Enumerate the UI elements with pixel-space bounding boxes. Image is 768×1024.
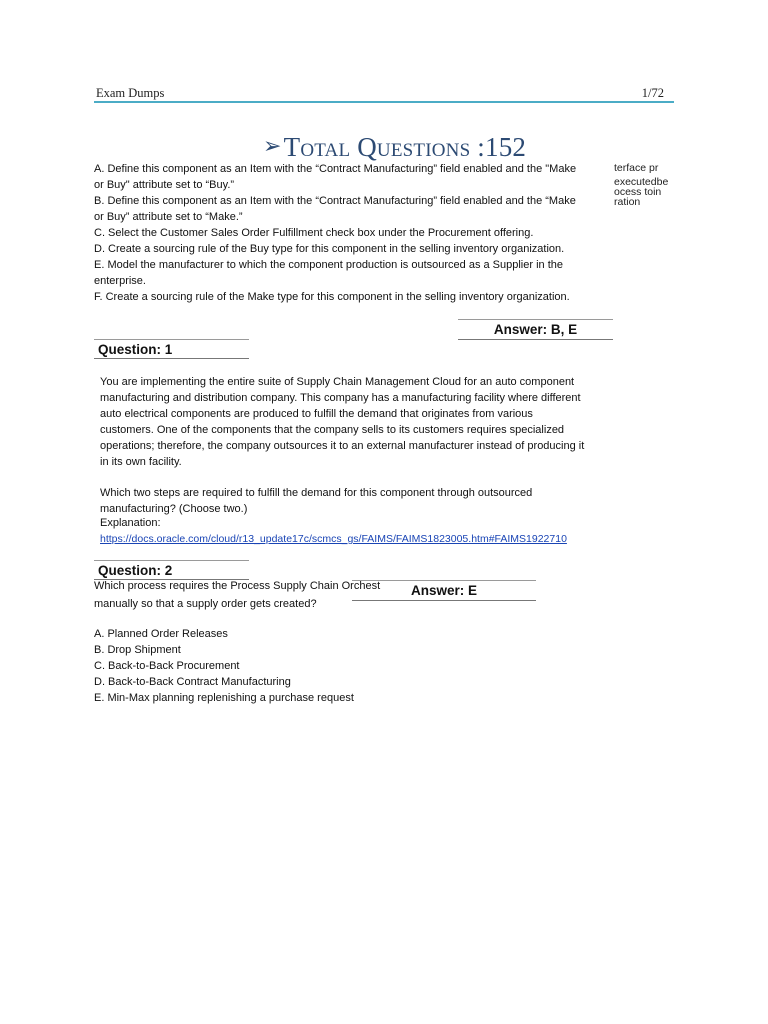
option-e-line2: enterprise. — [94, 275, 146, 287]
option-b-line2: or Buy” attribute set to “Make.” — [94, 211, 243, 223]
answer-box-1 — [458, 319, 613, 340]
question-2-title: Question: 2 — [98, 563, 173, 578]
question-1-body-line: auto electrical components are produced to fulfill the demand that originates from various — [100, 408, 533, 420]
side-fragment: ocess toin — [614, 186, 662, 198]
header-title: Exam Dumps — [96, 86, 165, 100]
banner-count: 152 — [485, 132, 527, 162]
question-2-option-b: B. Drop Shipment — [94, 644, 181, 656]
option-d: D. Create a sourcing rule of the Buy type for this component in the selling inventory organization. — [94, 243, 565, 255]
explanation-link[interactable]: https://docs.oracle.com/cloud/r13_update17c/scmcs_gs/FAIMS/FAIMS1823005.htm#FAIMS1922710 — [100, 533, 567, 545]
side-fragment: ration — [614, 196, 641, 208]
banner-separator: : — [470, 132, 486, 162]
question-1-body-line: customers. One of the components that the company sells to its customers requires specialized — [100, 424, 565, 436]
question-1-body-line: You are implementing the entire suite of Supply Chain Management Cloud for an auto component — [100, 376, 575, 388]
header-divider — [94, 101, 674, 103]
option-f: F. Create a sourcing rule of the Make type for this component in the selling inventory organization. — [94, 291, 570, 303]
question-2-option-d: D. Back-to-Back Contract Manufacturing — [94, 676, 291, 688]
question-2-option-a: A. Planned Order Releases — [94, 628, 228, 640]
option-b-line1: B. Define this component as an Item with the “Contract Manufacturing” field enabled and the “Make — [94, 195, 576, 207]
option-a-line1: A. Define this component as an Item with the “Contract Manufacturing” field enabled and the "Make — [94, 163, 577, 175]
side-fragment: terface pr — [614, 162, 659, 174]
question-1-body-line: in its own facility. — [100, 456, 182, 468]
question-1-label — [94, 339, 249, 359]
question-2-option-e: E. Min-Max planning replenishing a purchase request — [94, 692, 354, 704]
question-1-ask-line: Which two steps are required to fulfill the demand for this component through outsourced — [100, 487, 533, 499]
page-number: 1/72 — [641, 86, 664, 100]
total-questions-banner — [263, 132, 526, 163]
question-1-body-line: manufacturing and distribution company. This company has a manufacturing facility where different — [100, 392, 581, 404]
question-2-option-c: C. Back-to-Back Procurement — [94, 660, 240, 672]
banner-text: Total Questions — [283, 132, 471, 162]
answer-1: Answer: B, E — [493, 322, 578, 337]
answer-2: Answer: E — [410, 583, 478, 598]
side-fragment: executedbe — [614, 176, 669, 188]
answer-box-2 — [352, 580, 536, 601]
question-1-title: Question: 1 — [98, 342, 173, 357]
question-2-ask-line: manually so that a supply order gets created? — [94, 598, 317, 610]
option-a-line2: or Buy" attribute set to “Buy.” — [94, 179, 235, 191]
option-e-line1: E. Model the manufacturer to which the component production is outsourced as a Supplier in the — [94, 259, 563, 271]
explanation-label: Explanation: — [100, 517, 161, 529]
question-1-body-line: operations; therefore, the company outsources it to an external manufacturer instead of producing it — [100, 440, 585, 452]
question-2-label — [94, 560, 249, 580]
question-2-ask-line: Which process requires the Process Supply Chain Orchest — [94, 580, 381, 592]
arrow-bullet-icon: ➢ — [263, 133, 282, 158]
option-c: C. Select the Customer Sales Order Fulfillment check box under the Procurement offering. — [94, 227, 534, 239]
question-1-ask-line: manufacturing? (Choose two.) — [100, 503, 248, 515]
